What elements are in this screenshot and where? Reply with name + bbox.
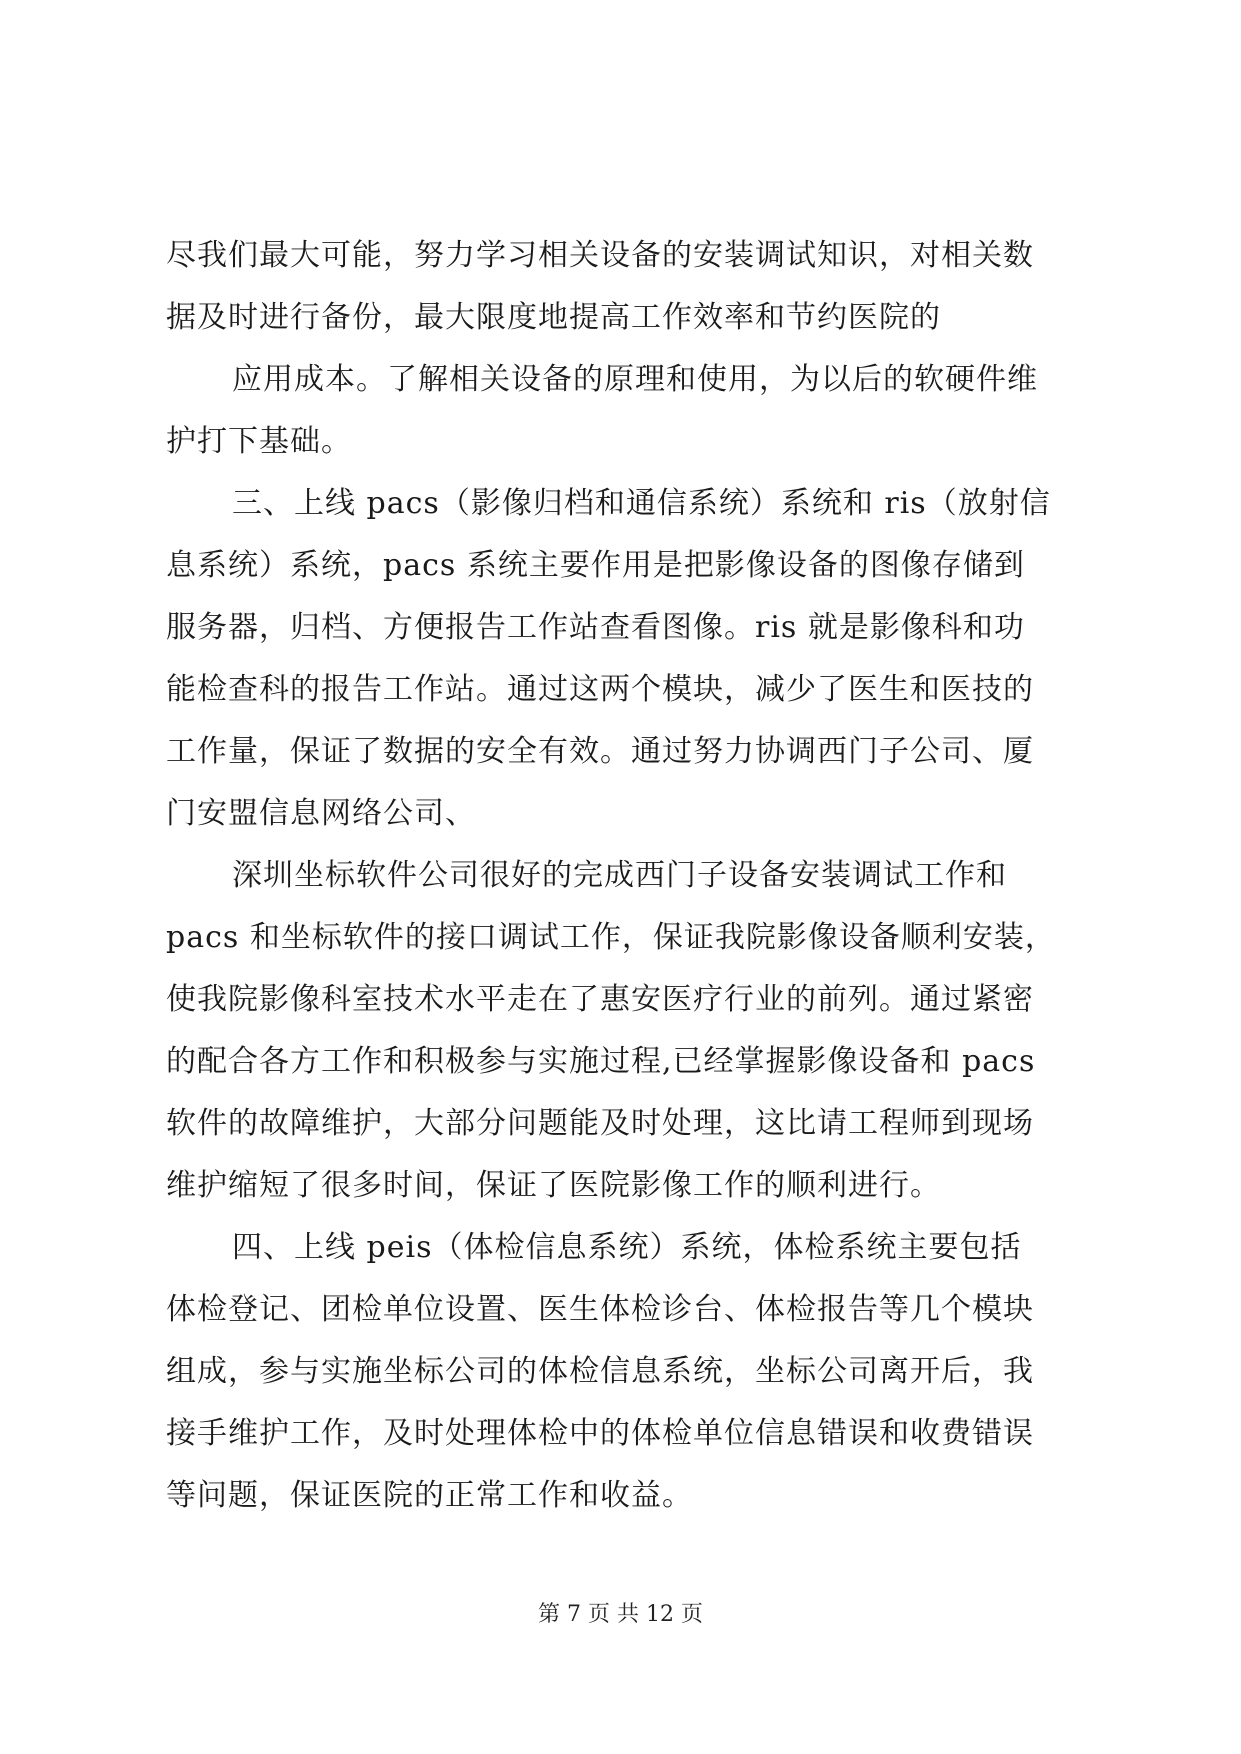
text-line: 深圳坐标软件公司很好的完成西门子设备安装调试工作和 bbox=[232, 858, 1007, 893]
text-line: 工作量，保证了数据的安全有效。通过努力协调西门子公司、厦 bbox=[166, 734, 1034, 769]
text-line: 的配合各方工作和积极参与实施过程,已经掌握影像设备和 pacs bbox=[166, 1044, 1036, 1079]
text-line: pacs 和坐标软件的接口调试工作，保证我院影像设备顺利安装， bbox=[166, 920, 1056, 955]
text-line: 能检查科的报告工作站。通过这两个模块，减少了医生和医技的 bbox=[166, 672, 1034, 707]
text-line: 护打下基础。 bbox=[166, 424, 352, 459]
text-line: 维护缩短了很多时间，保证了医院影像工作的顺利进行。 bbox=[166, 1168, 941, 1203]
document-body bbox=[166, 225, 1088, 1527]
text-line: 三、上线 pacs（影像归档和通信系统）系统和 ris（放射信 bbox=[232, 486, 1051, 521]
text-line: 软件的故障维护，大部分问题能及时处理，这比请工程师到现场 bbox=[166, 1106, 1034, 1141]
text-line: 服务器，归档、方便报告工作站查看图像。ris 就是影像科和功 bbox=[166, 610, 1025, 645]
text-line: 接手维护工作，及时处理体检中的体检单位信息错误和收费错误 bbox=[166, 1416, 1034, 1451]
page-footer: 第 7 页 共 12 页 bbox=[538, 1602, 703, 1627]
text-line: 息系统）系统，pacs 系统主要作用是把影像设备的图像存储到 bbox=[166, 548, 1025, 583]
text-line: 体检登记、团检单位设置、医生体检诊台、体检报告等几个模块 bbox=[166, 1292, 1034, 1327]
text-line: 应用成本。了解相关设备的原理和使用，为以后的软硬件维 bbox=[232, 362, 1038, 397]
text-line: 四、上线 peis（体检信息系统）系统，体检系统主要包括 bbox=[232, 1230, 1022, 1265]
text-line: 门安盟信息网络公司、 bbox=[166, 796, 476, 831]
text-line: 组成，参与实施坐标公司的体检信息系统，坐标公司离开后，我 bbox=[166, 1354, 1034, 1389]
text-line: 等问题，保证医院的正常工作和收益。 bbox=[166, 1478, 693, 1513]
text-line: 据及时进行备份，最大限度地提高工作效率和节约医院的 bbox=[166, 300, 941, 335]
text-line: 使我院影像科室技术水平走在了惠安医疗行业的前列。通过紧密 bbox=[166, 982, 1034, 1017]
text-line: 尽我们最大可能，努力学习相关设备的安装调试知识，对相关数 bbox=[166, 238, 1034, 273]
